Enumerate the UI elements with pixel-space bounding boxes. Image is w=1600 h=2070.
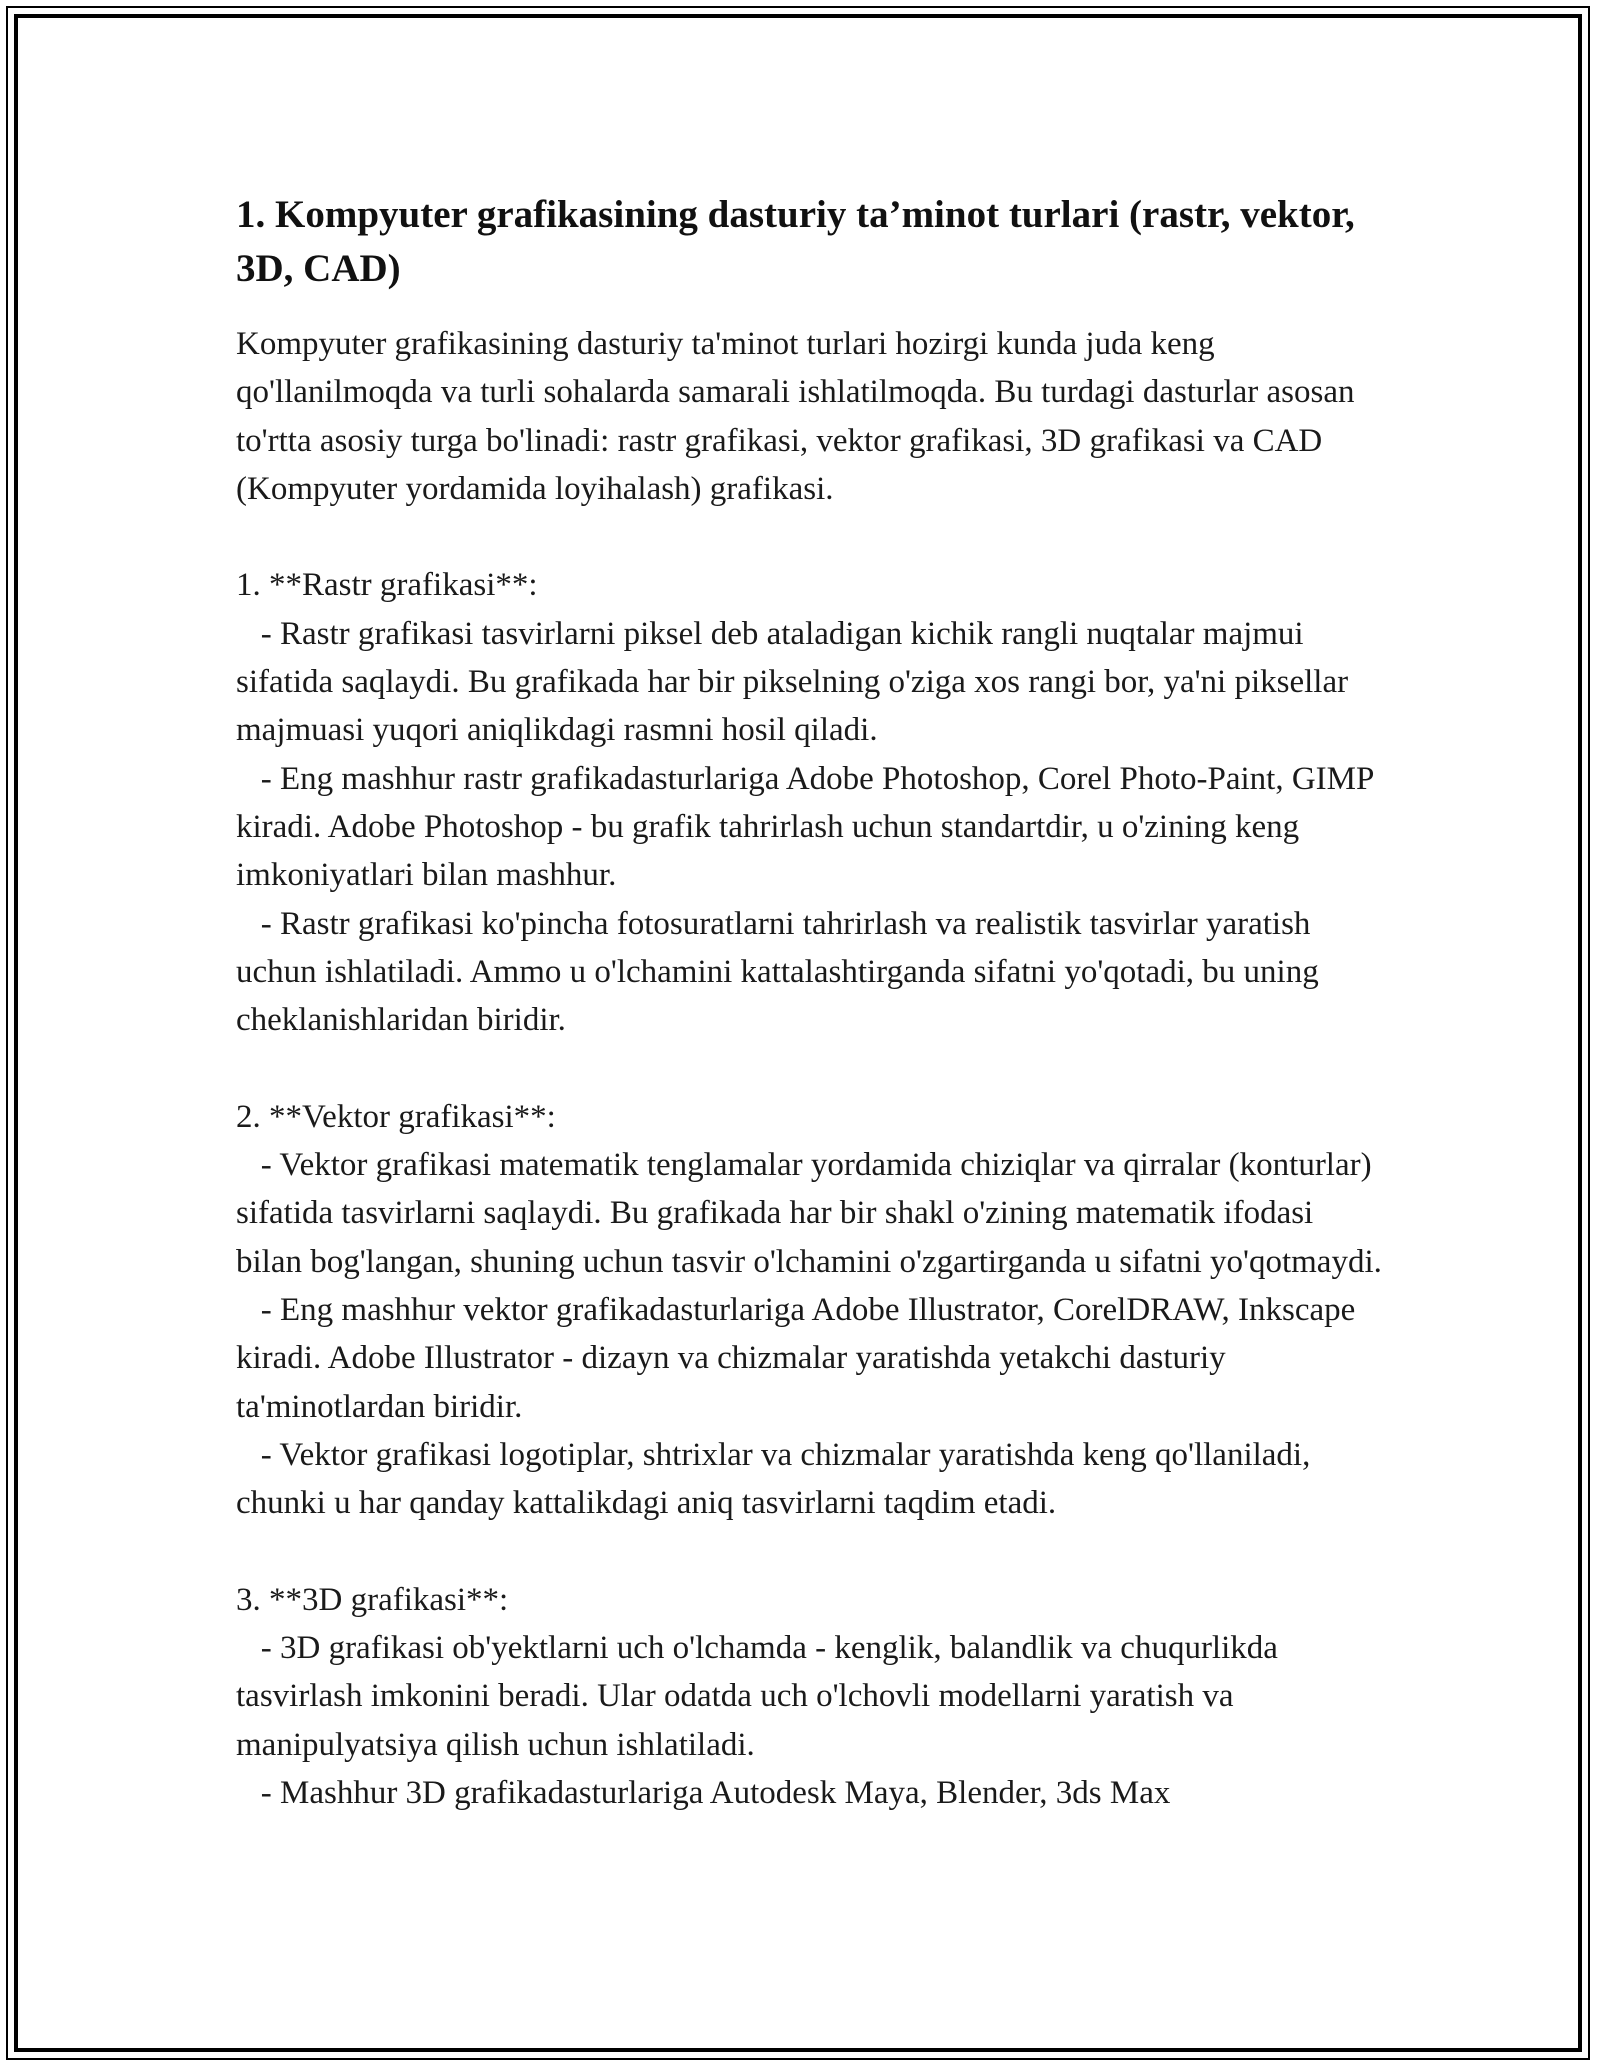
document-body: Kompyuter grafikasining dasturiy ta'minot turlari hozirgi kunda juda keng qo'llanilmoqda va turli sohalarda samarali ishlatilmoqda. Bu turdagi dasturlar asosan to'rtta asosiy turga bo'linadi: rastr grafikasi, vektor grafikasi, 3D grafikasi va CAD (Kompyuter yordamida loyihalash) grafikasi. 1. **Rastr grafikasi**: - Rastr grafikasi tasvirlarni piksel deb ataladigan kichik rangli nuqtalar majmui sifatida saqlaydi. Bu grafikada har bir pikselning o'ziga xos rangi bor, ya'ni piksellar majmuasi yuqori aniqlikdagi rasmni hosil qiladi. - Eng mashhur rastr grafikadasturlariga Adobe Photoshop, Corel Photo-Paint, GIMP kiradi. Adobe Photoshop - bu grafik tahrirlash uchun standartdir, u o'zining keng imkoniyatlari bilan mashhur. - Rastr grafikasi ko'pincha fotosuratlarni tahrirlash va realistik tasvirlar yaratish uchun ishlatiladi. Ammo u o'lchamini kattalashtirganda sifatni yo'qotadi, bu uning cheklanishlaridan biridir. 2. **Vektor grafikasi**: - Vektor grafikasi matematik tenglamalar yordamida chiziqlar va qirralar (konturlar) sifatida tasvirlarni saqlaydi. Bu grafikada har bir shakl o'zining matematik ifodasi bilan bog'langan, shuning uchun tasvir o'lchamini o'zgartirganda u sifatni yo'qotmaydi. - Eng mashhur vektor grafikadasturlariga Adobe Illustrator, CorelDRAW, Inkscape kiradi. Adobe Illustrator - dizayn va chizmalar yaratishda yetakchi dasturiy ta'minotlardan biridir. - Vektor grafikasi logotiplar, shtrixlar va chizmalar yaratishda keng qo'llaniladi, chunki u har qanday kattalikdagi aniq tasvirlarni taqdim etadi. 3. **3D grafikasi**: - 3D grafikasi ob'yektlarni uch o'lchamda - kenglik, balandlik va chuqurlikda tasvirlash imkonini beradi. Ular odatda uch o'lchovli modellarni yaratish va manipulyatsiya qilish uchun ishlatiladi. - Mashhur 3D grafikadasturlariga Autodesk Maya, Blender, 3ds Max (236, 326, 1382, 1811)
document-content (236, 188, 1384, 1817)
document-title: 1. Kompyuter grafikasining dasturiy ta’minot turlari (rastr, vektor, 3D, CAD) (236, 193, 1355, 290)
